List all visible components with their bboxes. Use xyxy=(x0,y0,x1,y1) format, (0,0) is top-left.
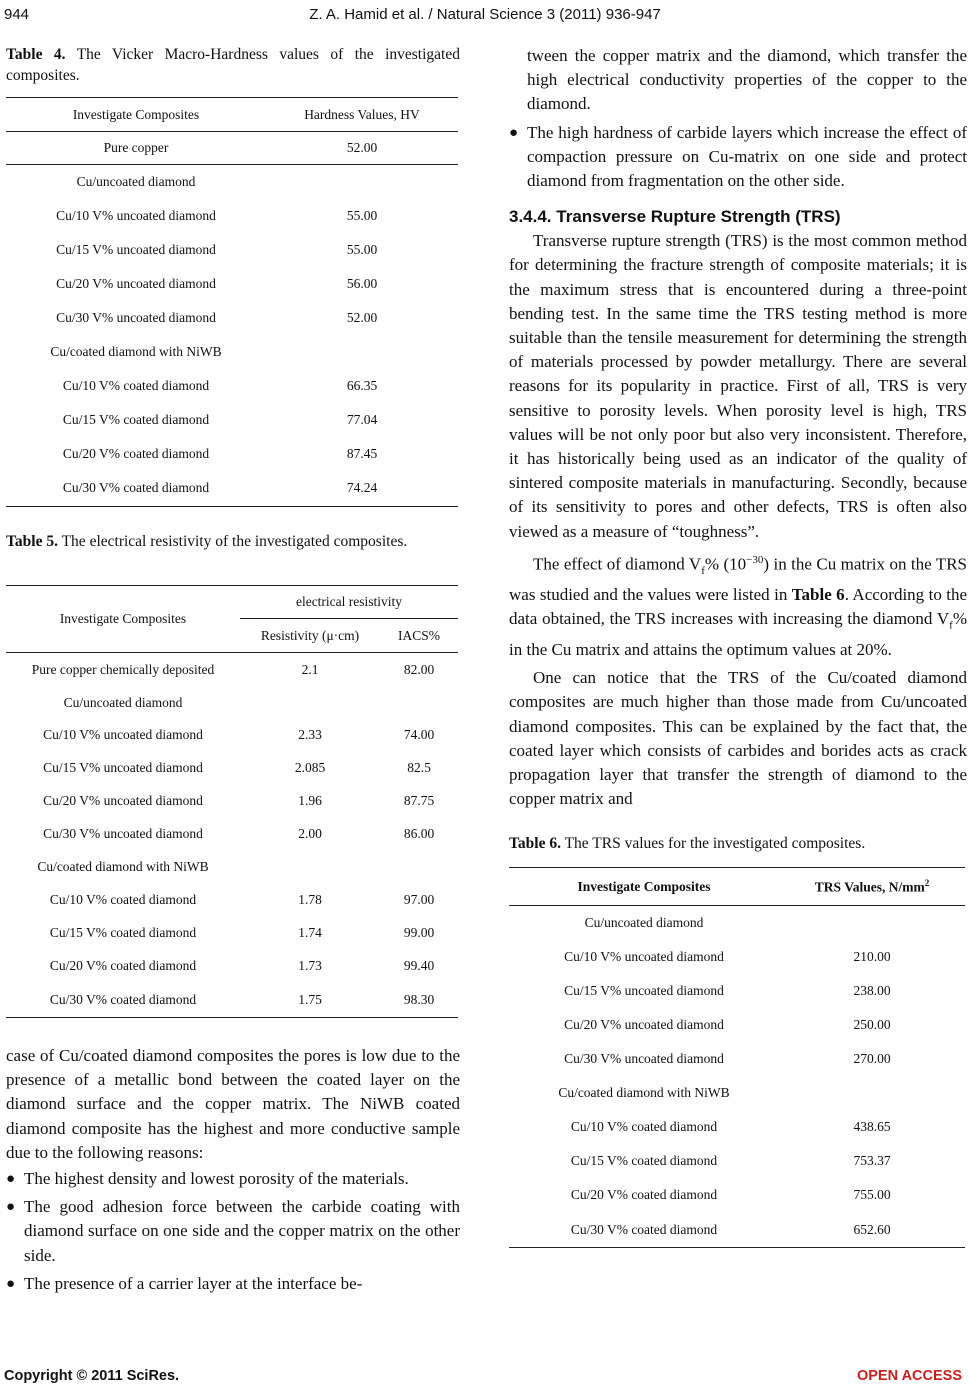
table5-cell: 82.5 xyxy=(407,760,431,775)
table6-row xyxy=(509,1144,965,1178)
table5-cell: 99.40 xyxy=(403,958,435,973)
table4-cell: Cu/20 V% coated diamond xyxy=(62,445,210,461)
table5-col2-header: Resistivity (μ·cm) xyxy=(240,619,380,653)
table5-cell: Cu/20 V% coated diamond xyxy=(49,958,197,973)
table4-cell: Cu/15 V% coated diamond xyxy=(62,411,210,427)
table6-caption-label: Table 6. xyxy=(509,835,561,853)
table6-cell: Cu/10 V% coated diamond xyxy=(570,1118,718,1134)
bullet-icon: ● xyxy=(509,124,519,141)
table4-cell: Cu/30 V% coated diamond xyxy=(6,471,266,507)
table5-cell: 1.78 xyxy=(298,892,322,907)
table5-cell: 74.00 xyxy=(403,727,435,742)
table5-cell: Cu/10 V% coated diamond xyxy=(49,892,197,907)
table4-cell: 77.04 xyxy=(346,411,378,427)
table5-cell: 2.00 xyxy=(298,826,322,841)
table6-cell: 652.60 xyxy=(779,1212,965,1248)
para2-text: The effect of diamond V xyxy=(533,554,702,574)
table5-cell xyxy=(380,851,458,884)
table4-cell: Cu/coated diamond with NiWB xyxy=(50,343,222,359)
table5-row xyxy=(6,983,458,1018)
table6 xyxy=(509,867,965,1248)
table6-header-row xyxy=(509,868,965,906)
trs-paragraph-3: One can notice that the TRS of the Cu/coated diamond composites are much higher than those made from Cu/uncoated diamond composites. This can be explained by the fact that, the coated layer which consists of carbides and borides acts as crack propagation layer that transfer the strength of diamond to the copper matrix and xyxy=(509,668,967,809)
table5-cell: 82.00 xyxy=(403,661,435,677)
table5-cell: 99.00 xyxy=(403,925,435,940)
table4-row xyxy=(6,301,458,335)
table6-cell: 238.00 xyxy=(853,982,891,998)
table5-cell xyxy=(240,851,380,884)
table5-cell xyxy=(380,687,458,719)
table6-cell: Cu/20 V% coated diamond xyxy=(570,1186,718,1202)
para2-text: % in the Cu matrix and attains the optimum values at 20%. xyxy=(509,609,967,659)
table6-reference: Table 6 xyxy=(791,585,845,605)
bullet-icon: ● xyxy=(6,1171,16,1188)
table6-cell: Cu/20 V% uncoated diamond xyxy=(564,1016,724,1032)
table6-row xyxy=(509,1178,965,1212)
table6-col2-header xyxy=(779,868,965,906)
para2-superscript: −30 xyxy=(746,553,764,566)
right-column xyxy=(509,44,967,1248)
table6-row xyxy=(509,906,965,940)
list-item xyxy=(6,1272,460,1296)
table5-row xyxy=(6,917,458,950)
table6-cell: 270.00 xyxy=(853,1050,891,1066)
table5-cell: Cu/coated diamond with NiWB xyxy=(37,859,209,874)
bullet-continuation: tween the copper matrix and the diamond, which transfer the high electrical conductivity properties of the copper to the diamond. xyxy=(527,46,967,114)
bullet-icon: ● xyxy=(6,1199,16,1216)
table5-cell: Cu/30 V% coated diamond xyxy=(6,983,240,1018)
table5-row xyxy=(6,851,458,884)
table5-cell: Pure copper chemically deposited xyxy=(31,661,215,677)
table4-cell: 52.00 xyxy=(266,132,458,165)
trs-paragraph-1: Transverse rupture strength (TRS) is the most common method for determining the fracture strength of composite materials; it is the maximum stress that is encountered during a three-point bending test. In the same time the TRS testing method is more suitable than the tensile measurement for determining the strength of materials processed by powder metallurgy. There are several reasons for its popularity in practice. First of all, TRS is very sensitive to porosity levels. When porosity level is high, TRS values will be not only poor but also very inconsistent. Therefore, it has historically being used as an indicator of the quality of sintered composite materials in manufacturing. Secondly, because of its sensitivity to pores and other defects, TRS is often also viewed as a measure of “toughness”. xyxy=(509,231,967,541)
table5-cell: Cu/15 V% uncoated diamond xyxy=(43,760,203,775)
table4-row xyxy=(6,233,458,267)
table4-cell: Cu/uncoated diamond xyxy=(76,173,196,189)
bullet-text: The good adhesion force between the carbide coating with diamond surface on one side and the copper matrix on the other side. xyxy=(24,1197,460,1265)
table5-cell: Cu/20 V% uncoated diamond xyxy=(43,793,203,808)
table4-cell: 74.24 xyxy=(266,471,458,507)
bullet-icon: ● xyxy=(6,1275,16,1292)
table6-cell xyxy=(779,1076,965,1110)
table4-header-row xyxy=(6,98,458,132)
table4-row xyxy=(6,403,458,437)
table4-cell: 55.00 xyxy=(346,241,378,257)
table4-row xyxy=(6,437,458,471)
table5-cell: 87.75 xyxy=(403,793,435,808)
right-bullet-list xyxy=(509,121,967,194)
table4-row xyxy=(6,335,458,369)
table5-row xyxy=(6,884,458,917)
table4-cell: 66.35 xyxy=(346,377,378,393)
page-number: 944 xyxy=(4,6,30,23)
table6-row xyxy=(509,940,965,974)
table6-col2-header-text: TRS Values, N/mm xyxy=(814,879,925,895)
table5-caption xyxy=(6,531,460,575)
table6-cell: Cu/30 V% uncoated diamond xyxy=(564,1050,724,1066)
table5-cell: 1.75 xyxy=(240,983,380,1018)
table5-cell: Cu/30 V% uncoated diamond xyxy=(43,826,203,841)
table4-col1-header: Investigate Composites xyxy=(6,98,266,132)
table5-cell: Cu/uncoated diamond xyxy=(63,694,183,710)
table5 xyxy=(6,585,458,1018)
table6-col1-header: Investigate Composites xyxy=(509,868,779,906)
list-item xyxy=(6,1195,460,1268)
table6-cell: Cu/30 V% coated diamond xyxy=(509,1212,779,1248)
table4-cell: 87.45 xyxy=(346,445,378,461)
table5-row xyxy=(6,653,458,687)
left-body-paragraph: case of Cu/coated diamond composites the pores is low due to the presence of a metallic bond between the coated layer on the diamond surface and the copper matrix. The NiWB coated diamond composite has the highest and more conductive sample due to the following reasons: xyxy=(6,1046,460,1162)
table6-row xyxy=(509,974,965,1008)
left-bullet-list xyxy=(6,1167,460,1296)
table4-cell: Cu/30 V% uncoated diamond xyxy=(56,309,216,325)
table6-caption-text: The TRS values for the investigated composites. xyxy=(564,835,866,853)
table5-cell: 1.74 xyxy=(298,925,322,940)
table4-row xyxy=(6,165,458,199)
bullet-text: The high hardness of carbide layers which increase the effect of compaction pressure on Cu-matrix on one side and protect diamond from fragmentation on the other side. xyxy=(527,122,967,191)
para2-text: % (10 xyxy=(704,554,747,574)
table5-cell xyxy=(240,687,380,719)
bullet-text: The presence of a carrier layer at the interface be- xyxy=(24,1273,363,1293)
table6-row xyxy=(509,1008,965,1042)
table6-cell: Cu/uncoated diamond xyxy=(584,915,704,931)
table4-cell: Cu/10 V% coated diamond xyxy=(62,377,210,393)
table4-cell: Cu/15 V% uncoated diamond xyxy=(56,241,216,257)
table4-cell: 55.00 xyxy=(346,207,378,223)
para2-text: . According to the data obtained, the TRS increases with increasing the diamond V xyxy=(509,585,968,629)
bullet-text: The highest density and lowest porosity of the materials. xyxy=(24,1169,409,1189)
table6-cell: Cu/15 V% coated diamond xyxy=(570,1152,718,1168)
list-item xyxy=(6,1167,460,1191)
table4-cell: Cu/10 V% uncoated diamond xyxy=(56,207,216,223)
table5-row xyxy=(6,818,458,851)
table5-cell: 97.00 xyxy=(403,892,435,907)
table4-caption xyxy=(6,44,460,88)
left-column xyxy=(6,44,460,1296)
table5-cell: 98.30 xyxy=(380,983,458,1018)
open-access-label: OPEN ACCESS xyxy=(856,1368,962,1384)
para2-text: ) in the Cu matrix on the TRS was studied and the values were listed in xyxy=(509,554,967,605)
table5-cell: 2.33 xyxy=(298,727,322,742)
table6-cell: Cu/10 V% uncoated diamond xyxy=(564,948,724,964)
table5-cell: 1.73 xyxy=(298,958,322,973)
table4-cell: 56.00 xyxy=(346,275,378,291)
table5-caption-text: The electrical resistivity of the investigated composites. xyxy=(61,533,408,550)
table4 xyxy=(6,97,458,507)
table5-row xyxy=(6,785,458,818)
table6-row xyxy=(509,1212,965,1248)
copyright-notice: Copyright © 2011 SciRes. xyxy=(4,1368,180,1384)
table6-col2-header-sup: 2 xyxy=(924,878,930,889)
table6-cell: 210.00 xyxy=(853,948,891,964)
table5-cell: 86.00 xyxy=(403,826,435,841)
table4-row xyxy=(6,369,458,403)
table4-cell: 52.00 xyxy=(346,309,378,325)
table6-cell: Cu/coated diamond with NiWB xyxy=(558,1084,730,1100)
table5-cell: 1.96 xyxy=(298,793,322,808)
table5-row xyxy=(6,687,458,719)
table4-caption-text: The Vicker Macro-Hardness values of the investigated composites. xyxy=(6,46,460,84)
table5-cell: 2.085 xyxy=(294,760,326,775)
table5-caption-label: Table 5. xyxy=(6,533,58,550)
list-item xyxy=(509,121,967,194)
table5-cell: 2.1 xyxy=(301,661,319,677)
table6-row xyxy=(509,1076,965,1110)
table6-cell: 755.00 xyxy=(853,1186,891,1202)
table5-row xyxy=(6,950,458,983)
table5-header-row xyxy=(6,586,458,619)
page-footer xyxy=(0,1368,970,1388)
table6-caption xyxy=(509,833,967,854)
table5-cell: Cu/15 V% coated diamond xyxy=(49,925,197,940)
table6-cell: Cu/15 V% uncoated diamond xyxy=(564,982,724,998)
para2-subscript: f xyxy=(949,619,953,632)
table5-cell: Cu/10 V% uncoated diamond xyxy=(43,727,203,742)
running-title: Z. A. Hamid et al. / Natural Science 3 (2011) 936-947 xyxy=(309,6,661,23)
table5-col3-header: IACS% xyxy=(380,619,458,653)
table6-cell: 753.37 xyxy=(853,1152,891,1168)
table5-col1-header: Investigate Composites xyxy=(6,586,240,653)
table4-row xyxy=(6,199,458,233)
table6-cell: 250.00 xyxy=(853,1016,891,1032)
para2-subscript: f xyxy=(701,564,705,577)
table4-caption-label: Table 4. xyxy=(6,46,66,63)
running-head xyxy=(0,6,970,30)
table4-cell xyxy=(266,335,458,369)
table4-cell: Pure copper xyxy=(6,132,266,165)
table4-col2-header: Hardness Values, HV xyxy=(266,98,458,132)
trs-paragraph-2 xyxy=(509,548,967,662)
table4-cell: Cu/20 V% uncoated diamond xyxy=(56,275,216,291)
table6-row xyxy=(509,1110,965,1144)
table4-cell xyxy=(266,165,458,199)
table4-row xyxy=(6,267,458,301)
table5-row xyxy=(6,752,458,785)
section-heading: 3.4.4. Transverse Rupture Strength (TRS) xyxy=(509,207,841,227)
table6-row xyxy=(509,1042,965,1076)
table5-row xyxy=(6,719,458,752)
table6-cell xyxy=(779,906,965,940)
table5-group-header: electrical resistivity xyxy=(240,586,458,619)
table4-row xyxy=(6,132,458,165)
table6-cell: 438.65 xyxy=(853,1118,891,1134)
table4-row xyxy=(6,471,458,507)
